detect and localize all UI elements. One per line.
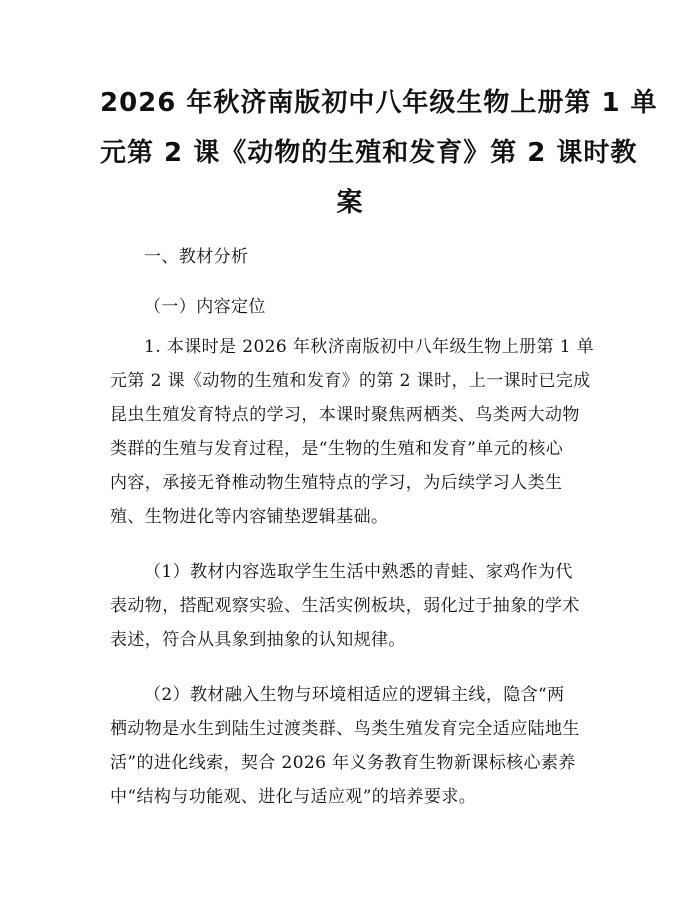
title-line: 案 (336, 188, 364, 218)
subsection-heading: （一）内容定位 (144, 297, 266, 317)
paragraph-line: （2）教材融入生物与环境相适应的逻辑主线，隐含“两 (144, 685, 565, 705)
title-line: 2026 年秋济南版初中八年级生物上册第 1 单 (100, 88, 658, 118)
paragraph-line: 栖动物是水生到陆生过渡类群、鸟类生殖发育完全适应陆地生 (110, 719, 580, 739)
paragraph-line: 表动物，搭配观察实验、生活实例板块，弱化过于抽象的学术 (110, 596, 580, 616)
paragraph-line: 内容，承接无脊椎动物生殖特点的学习，为后续学习人类生 (110, 473, 563, 493)
paragraph-line: 元第 2 课《动物的生殖和发育》的第 2 课时，上一课时已完成 (110, 371, 591, 391)
title-line: 元第 2 课《动物的生殖和发育》第 2 课时教 (100, 138, 638, 168)
document-title (100, 78, 658, 228)
paragraph-textbook-content (110, 555, 590, 657)
paragraph-line: 类群的生殖与发育过程，是“生物的生殖和发育”单元的核心 (110, 439, 564, 459)
paragraph-line: 活”的进化线索，契合 2026 年义务教育生物新课标核心素养 (110, 753, 576, 773)
paragraph-line: 殖、生物进化等内容铺垫逻辑基础。 (110, 507, 389, 527)
paragraph-content-positioning (110, 330, 595, 534)
paragraph-line: 中“结构与功能观、进化与适应观”的培养要求。 (110, 787, 477, 807)
paragraph-line: 昆虫生殖发育特点的学习，本课时聚焦两栖类、鸟类两大动物 (110, 405, 580, 425)
section-heading: 一、教材分析 (144, 247, 249, 267)
paragraph-line: （1）教材内容选取学生生活中熟悉的青蛙、家鸡作为代 (144, 562, 573, 582)
paragraph-line: 表述，符合从具象到抽象的认知规律。 (110, 630, 406, 650)
paragraph-logic-mainline (110, 678, 590, 814)
paragraph-line: 1. 本课时是 2026 年秋济南版初中八年级生物上册第 1 单 (144, 337, 595, 357)
